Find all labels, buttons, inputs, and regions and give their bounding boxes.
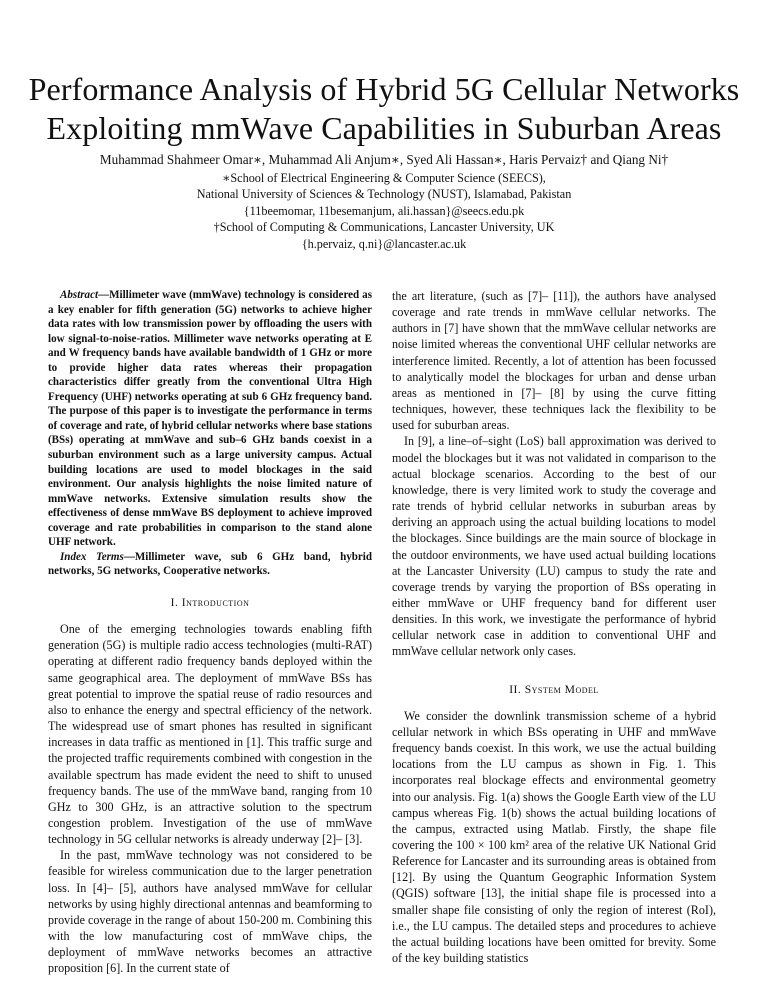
system-model-paragraph-1: We consider the downlink transmission scheme of a hybrid cellular network in which BSs operating in UHF and mmWave frequency bands coexist. In this work, we use the actual building locations from the LU campus as shown in Fig. 1. This incorporates real blockage effects and environmental geometry into our analysis. Fig. 1(a) shows the Google Earth view of the LU campus whereas Fig. 1(b) shows the actual building locations of the campus, extracted using Matlab. Firstly, the shape file covering the 100 × 100 km² area of the relative UK National Grid Reference for Lancaster and its surrounding areas is obtained from [12]. By using the Quantum Geographic Information System (QGIS) software [13], the initial shape file is processed into a smaller shape file consisting of only the region of interest (RoI), i.e., the LU campus. The detailed steps and procedures to achieve the actual building locations have been omitted for brevity. Some of the key building statistics — [392, 708, 716, 966]
title-line-1: Performance Analysis of Hybrid 5G Cellular Networks — [28, 71, 740, 107]
right-column — [392, 288, 716, 966]
abstract-text: —Millimeter wave (mmWave) technology is considered as a key enabler for fifth generation (5G) networks to achieve higher data rates with low transmission power by offloading the users with low signal-to-noise-ratios. Millimeter wave networks operating at E and W frequency bands have available bandwidth of 1 GHz or more to provide higher data rates whereas their propagation characteristics differ greatly from the conventional Ultra High Frequency (UHF) networks operating at sub 6 GHz frequency band. The purpose of this paper is to investigate the performance in terms of coverage and rate, of hybrid cellular networks where base stations (BSs) operating at mmWave and sub–6 GHz bands coexist in a suburban environment such as a large university campus. Actual building locations are used to model blockages in the said environment. Our analysis highlights the noise limited nature of mmWave networks. Extensive simulation results show the effectiveness of dense mmWave BS deployment to achieve improved coverage and rate probabilities in comparison to the stand alone UHF network. — [48, 289, 372, 549]
abstract — [48, 288, 372, 550]
email-line: {11beemomar, 11besemanjum, ali.hassan}@seecs.edu.pk — [243, 203, 525, 218]
section-heading-system-model: II. System Model — [509, 682, 599, 696]
email-line: {h.pervaiz, q.ni}@lancaster.ac.uk — [301, 236, 467, 251]
intro-paragraph-2: In the past, mmWave technology was not considered to be feasible for wireless communication due to the larger penetration loss. In [4]– [5], authors have analysed mmWave for cellular networks by using highly directional antennas and beamforming to provide coverage in the range of about 150-200 m. Combining this with the low manufacturing cost of mmWave chips, the deployment of mmWave networks becomes an attractive proposition [6]. In the current state of — [48, 848, 372, 976]
paper-title — [20, 70, 748, 148]
title-line-2: Exploiting mmWave Capabilities in Suburban Areas — [46, 110, 722, 146]
intro-paragraph-1: One of the emerging technologies towards enabling fifth generation (5G) is multiple radio access technologies (multi-RAT) operating at different radio frequency bands deployed within the same geographical area. The deployment of mmWave BSs has great potential to improve the spatial reuse of radio resources and also to enhance the energy and spectral efficiency of the network. The widespread use of smart phones has resulted in significant increases in data traffic as mentioned in [1]. This traffic surge and the projected traffic requirements combined with congestion in the available spectrum has made evident the need to shift to unused frequency bands. The use of the mmWave band, ranging from 10 GHz to 300 GHz, is an attractive solution to the spectrum congestion problem. Investigation of the use of mmWave technology in 5G cellular networks is already underway [2]– [3]. — [48, 622, 372, 847]
abstract-lead: Abstract — [60, 289, 99, 301]
affiliation-line: †School of Computing & Communications, Lancaster University, UK — [213, 220, 555, 235]
left-column — [48, 288, 372, 977]
intro-paragraph-2-continued: the art literature, (such as [7]– [11]), the authors have analysed coverage and rate trends in mmWave cellular networks. The authors in [7] have shown that the mmWave cellular networks are noise limited whereas the conventional UHF cellular networks are interference limited. Recently, a lot of attention has been focussed to analytically model the blockages for urban and dense urban areas as mentioned in [7]– [8] by using the curve fitting techniques, however, these techniques lack the flexibility to be used for suburban areas. — [392, 289, 716, 433]
affiliation-line: ∗School of Electrical Engineering & Computer Science (SEECS), — [222, 171, 546, 185]
index-terms-lead: Index Terms — [60, 550, 124, 563]
section-heading-introduction: I. Introduction — [170, 595, 250, 609]
author-list: Muhammad Shahmeer Omar∗, Muhammad Ali Anjum∗, Syed Ali Hassan∗, Haris Pervaiz† and Qiang Ni† — [99, 152, 669, 167]
index-terms — [48, 550, 372, 579]
intro-paragraph-3: In [9], a line–of–sight (LoS) ball approximation was derived to model the blockages but it was not validated in comparison to the actual blockage scenarios. According to the best of our knowledge, there is very limited work to study the coverage and rate trends of hybrid cellular networks in suburban areas by deriving an approach using the actual building locations to model the blockages. Since buildings are the main source of blockage in the outdoor environments, we have used actual building locations at the Lancaster University (LU) campus to study the rate and coverage trends by varying the proportion of BSs operating in either mmWave or UHF frequency band for different user densities. In this work, we investigate the performance of hybrid cellular network case in addition to conventional UHF and mmWave cellular network only cases. — [392, 434, 716, 659]
index-terms-text: —Millimeter wave, sub 6 GHz band, hybrid networks, 5G networks, Cooperative networks. — [48, 550, 372, 578]
affiliations — [20, 170, 748, 252]
affiliation-line: National University of Sciences & Technology (NUST), Islamabad, Pakistan — [196, 187, 572, 202]
